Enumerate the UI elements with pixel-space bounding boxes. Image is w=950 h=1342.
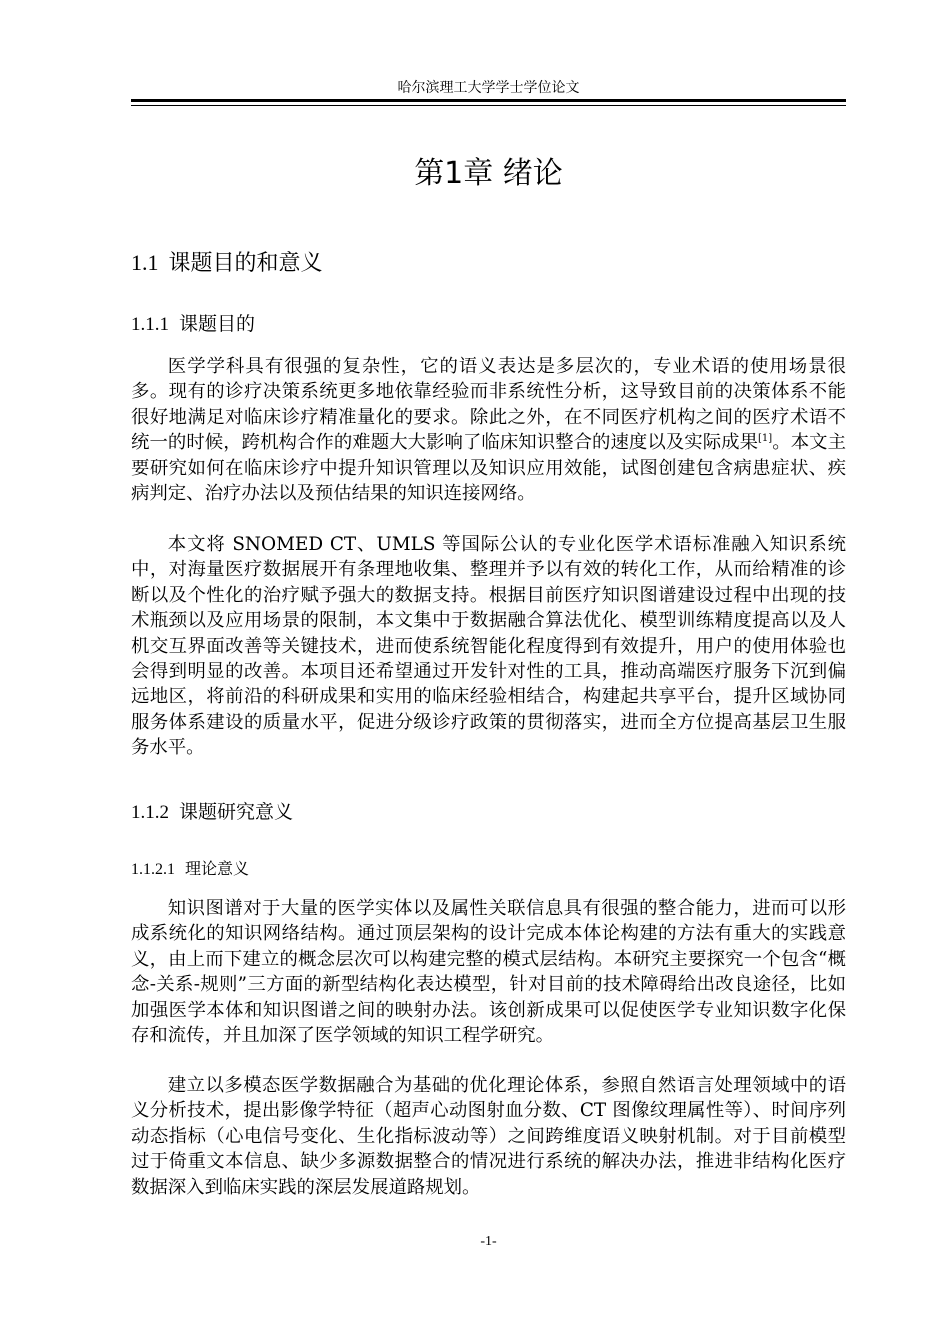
paragraph-1-text-after: 。本文主要研究如何在临床诊疗中提升知识管理以及知识应用效能，试图创建包含病患症状、疾病判定、治疗办法以及预估结果的知识连接网络。: [131, 432, 846, 505]
section-number: 1.1: [131, 250, 159, 275]
header-rule-thick: [131, 99, 846, 102]
paragraph-2: 本文将 SNOMED CT、UMLS 等国际公认的专业化医学术语标准融入知识系统中，对海量医疗数据展开有条理地收集、整理并予以有效的转化工作，从而给精准的诊断以及个性化的治疗赋予强大的数据支持。根据目前医疗知识图谱建设过程中出现的技术瓶颈以及应用场景的限制，本文集中于数据融合算法优化、模型训练精度提高以及人机交互界面改善等关键技术，进而使系统智能化程度得到有效提升，用户的使用体验也会得到明显的改善。本项目还希望通过开发针对性的工具，推动高端医疗服务下沉到偏远地区，将前沿的科研成果和实用的临床经验相结合，构建起共享平台，提升区域协同服务体系建设的质量水平，促进分级诊疗政策的贯彻落实，进而全方位提高基层卫生服务水平。: [131, 534, 846, 759]
subsection-title: 课题研究意义: [179, 801, 294, 823]
paragraph-4: 建立以多模态医学数据融合为基础的优化理论体系，参照自然语言处理领域中的语义分析技术，提出影像学特征（超声心动图射血分数、CT 图像纹理属性等）、时间序列动态指标（心电信号变化、生化指标波动等）之间跨维度语义映射机制。对于目前模型过于倚重文本信息、缺少多源数据整合的情况进行系统的解决办法，推进非结构化医疗数据深入到临床实践的深层发展道路规划。: [131, 1075, 846, 1198]
subsection-heading-1-1-2: [131, 798, 293, 827]
subsection-number: 1.1.2: [131, 802, 169, 823]
chapter-title: 第1章 绪论: [414, 156, 563, 191]
running-header: 哈尔滨理工大学学士学位论文: [397, 80, 580, 96]
subsection-number: 1.1.1: [131, 314, 169, 335]
section-heading-1-1: [131, 248, 323, 279]
paragraph-1: [131, 354, 846, 506]
subsection-heading-1-1-1: [131, 310, 255, 339]
subsection-title: 课题目的: [179, 313, 256, 335]
section-title: 课题目的和意义: [168, 251, 323, 276]
page-number: -1-: [480, 1234, 497, 1249]
citation-ref: [1]: [758, 433, 773, 445]
subsubsection-number: 1.1.2.1: [131, 861, 175, 878]
paragraph-3: 知识图谱对于大量的医学实体以及属性关联信息具有很强的整合能力，进而可以形成系统化的知识网络结构。通过顶层架构的设计完成本体论构建的方法有重大的实践意义，由上而下建立的概念层次可以构建完整的模式层结构。本研究主要探究一个包含“概念-关系-规则”三方面的新型结构化表达模型，针对目前的技术障碍给出改良途径，比如加强医学本体和知识图谱之间的映射办法。该创新成果可以促使医学专业知识数字化保存和流传，并且加深了医学领域的知识工程学研究。: [131, 898, 846, 1047]
header-rule-thin: [131, 105, 846, 106]
paragraph-1-text: 医学学科具有很强的复杂性，它的语义表达是多层次的，专业术语的使用场景很多。现有的诊疗决策系统更多地依靠经验而非系统性分析，这导致目前的决策体系不能很好地满足对临床诊疗精准量化的要求。除此之外，在不同医疗机构之间的医疗术语不统一的时候，跨机构合作的难题大大影响了临床知识整合的速度以及实际成果: [131, 356, 846, 454]
subsubsection-heading-1-1-2-1: [131, 857, 249, 882]
subsubsection-title: 理论意义: [185, 859, 250, 878]
